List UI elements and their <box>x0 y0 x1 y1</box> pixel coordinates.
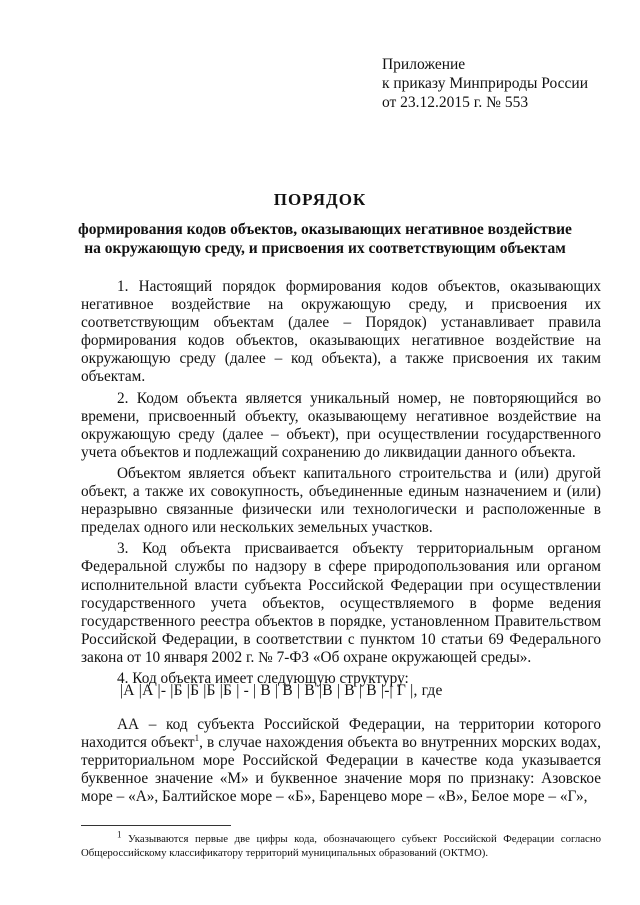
paragraph-3: 3. Код объекта присваивается объекту территориальным органом Федеральной службы по надзору в сфере природопользования или органом исполнительной власти субъекта Российской Федерации при осуществлении государственного учета объектов, осуществляемого в форме ведения государственного реестра объектов в порядке, установленном Правительством Российской Федерации, в соответствии с пунктом 10 статьи 69 Федерального закона от 10 января 2002 г. № 7-ФЗ «Об охране окружающей среды». <box>81 540 601 666</box>
footnote-paragraph <box>81 829 602 860</box>
appendix-line-1: Приложение <box>381 56 466 73</box>
code-structure-scheme: |А |А |- |Б |Б |Б |Б | - | В | В | В |В | В | В |-| Г |, где <box>120 682 443 699</box>
document-subtitle <box>60 220 590 258</box>
paragraph-aa-text: АА – код субъекта Российской Федерации, на территории которого находится объект <box>81 716 601 752</box>
paragraph-object-definition: Объектом является объект капитального строительства и (или) другой объект, а также их совокупность, объединенные единым назначением и (или) неразрывно связанные физически или технологически и расположенные в пределах одного или нескольких земельных участков. <box>81 464 601 537</box>
document-body-continued <box>81 716 601 806</box>
footnote <box>81 829 602 860</box>
appendix-header <box>382 55 588 112</box>
paragraph-1: 1. Настоящий порядок формирования кодов объектов, оказывающих негативное воздействие на окружающую среду, и присвоения их соответствующим объектам (далее – Порядок) устанавливает правила формирования кодов объектов, оказывающих негативное воздействие на окружающую среду (далее – код объекта), а также присвоения их таким объектам. <box>81 278 601 386</box>
footnote-separator <box>81 825 231 826</box>
appendix-line-2: к приказу Минприроды России <box>381 75 588 92</box>
subtitle-line-1: формирования кодов объектов, оказывающих негативное воздействие <box>78 221 572 238</box>
footnote-reference: 1 <box>194 733 200 743</box>
paragraph-aa <box>81 716 601 806</box>
appendix-line-3: от 23.12.2015 г. № 553 <box>381 94 529 111</box>
paragraph-aa-continuation: , в случае нахождения объекта во внутренних морских водах, территориальном море Российской Федерации в качестве кода указывается буквенное значение «М» и буквенное значение моря по признаку: Азовское море – «А», Балтийское море – «Б», Баренцево море – «В», Белое море – «Г», <box>81 734 602 806</box>
paragraph-4: 4. Код объекта имеет следующую структуру: <box>117 669 409 687</box>
document-body <box>81 278 601 688</box>
subtitle-line-2: на окружающую среду, и присвоения их соответствующим объектам <box>84 240 566 257</box>
document-title: ПОРЯДОК <box>273 190 367 209</box>
paragraph-2: 2. Кодом объекта является уникальный номер, не повторяющийся во времени, присвоенный объекту, оказывающему негативное воздействие на окружающую среду (далее – объект), при осуществлении государственного учета объектов и подлежащий сохранению до ликвидации данного объекта. <box>81 389 601 461</box>
footnote-mark: 1 <box>117 829 122 840</box>
footnote-text: Указываются первые две цифры кода, обозначающего субъект Российской Федерации согласно Общероссийскому классификатору территорий муниципальных образований (ОКТМО). <box>81 833 602 859</box>
